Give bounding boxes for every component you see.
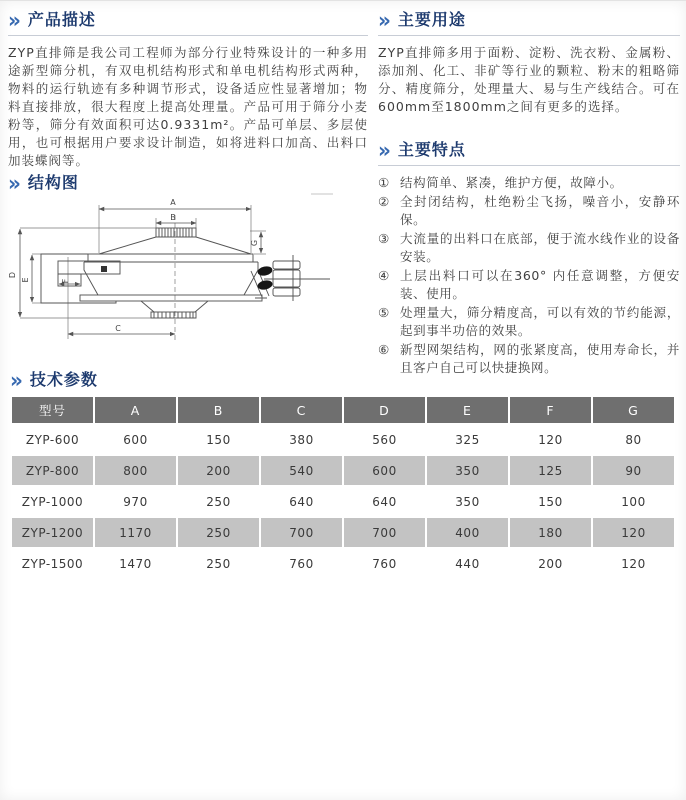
bottom-flange [80,295,262,301]
value-cell: 80 [625,432,642,447]
spout-bolt [101,266,107,272]
value-cell: 125 [510,456,591,485]
feature-item [378,174,680,193]
dim-label-f: F [61,278,70,284]
header-cell-model: 型号 [12,397,93,423]
feature-text: 全封闭结构，杜绝粉尘飞扬，噪音小，安静环保。 [400,193,680,227]
value-cell: 600 [344,456,425,485]
feature-text: 结构简单、紧凑，维护方便，故障小。 [400,175,623,190]
dim-label-a: A [170,198,176,207]
discharge-hatch [154,312,193,318]
value-cell: 350 [427,456,508,485]
description-paragraph: ZYP直排筛是我公司工程师为部分行业特殊设计的一种多用途新型筛分机，有双电机结构形式和单电机结构形式两种，物料的运行轨迹有多种调节形式，设备适应性显著增加；物料直接排放，很大程度上提高处理量。产品可用于筛分小麦粉等，筛分有效面积可达0.9331m²。产品可单层、多层使用，也可根据用户要求设计制造，如将进料口加高、出料口加装蝶阀等。 [8,45,368,168]
value-cell: 150 [538,494,563,509]
feature-text: 上层出料口可以在360° 内任意调整，方便安装、使用。 [400,267,680,301]
spout-step-1 [58,261,120,274]
section-title-text: 产品描述 [27,10,96,29]
header-cell: D [344,397,425,423]
value-cell: 120 [593,518,674,547]
title-divider [378,165,680,166]
value-cell: 200 [538,556,563,571]
value-cell: 440 [455,556,480,571]
usage-paragraph: ZYP直排筛多用于面粉、淀粉、洗衣粉、金属粉、添加剂、化工、非矿等行业的颗粒、粉末的粗略筛分、精度筛分，处理量大、易与生产线结合。可在600mm至1800mm之间有更多的选择。 [378,45,680,114]
section-title-text: 主要用途 [397,10,466,29]
title-divider [378,35,680,36]
machine-outline [41,228,330,318]
value-cell: 180 [510,518,591,547]
feature-text: 处理量大，筛分精度高，可以有效的节约能源，起到事半功倍的效果。 [400,304,680,338]
section-title-params [10,369,676,391]
clamp-bolt-upper [257,265,274,277]
value-cell: 760 [289,556,314,571]
table-row [12,518,674,547]
value-cell: 250 [178,518,259,547]
header-cell: B [178,397,259,423]
feature-number: ① [378,175,390,190]
value-cell: 250 [206,556,231,571]
discharge-cone [141,301,208,312]
double-chevron-icon: » [10,367,24,393]
feature-text: 大流量的出料口在底部，便于流水线作业的设备安装。 [400,230,680,264]
header-cell: C [261,397,342,423]
value-cell: 120 [538,432,563,447]
section-title-text: 主要特点 [397,140,466,159]
feature-text: 新型网架结构，网的张紧度高，使用寿命长，并且客户自己可以快捷换网。 [400,341,680,375]
title-divider [8,35,368,36]
header-cell: F [510,397,591,423]
value-cell: 800 [95,456,176,485]
features-list [378,174,680,378]
right-column [378,7,680,375]
model-cell: ZYP-1000 [21,494,84,509]
clamp-bolt-lower [257,279,274,291]
table-row [12,456,674,485]
value-cell: 760 [372,556,397,571]
value-cell: 380 [289,432,314,447]
double-chevron-icon: » [378,137,392,163]
double-chevron-icon: » [378,7,392,33]
table-row [12,487,674,516]
motor-bracket-top [273,261,300,269]
bowl [84,262,258,295]
value-cell: 600 [123,432,148,447]
params-table [10,395,676,580]
motor-bracket-bottom [273,288,300,296]
value-cell: 540 [261,456,342,485]
value-cell: 700 [261,518,342,547]
value-cell: 970 [123,494,148,509]
feature-number: ③ [378,230,390,246]
value-cell: 1470 [119,556,152,571]
feature-item [378,230,680,267]
value-cell: 560 [372,432,397,447]
value-cell: 90 [593,456,674,485]
header-cell: G [593,397,674,423]
value-cell: 350 [455,494,480,509]
value-cell: 120 [621,556,646,571]
value-cell: 100 [621,494,646,509]
value-cell: 640 [289,494,314,509]
header-cell: E [427,397,508,423]
section-title-text: 结构图 [27,173,79,192]
extension-lines [20,205,266,339]
features-section [378,139,680,378]
feature-item [378,193,680,230]
feature-item [378,304,680,341]
double-chevron-icon: » [8,170,22,196]
value-cell: 640 [372,494,397,509]
section-title-description [8,9,368,31]
dim-label-g: G [250,239,259,247]
feature-number: ④ [378,267,390,283]
feature-number: ② [378,193,390,209]
section-title-text: 技术参数 [29,370,98,389]
dim-label-d: D [8,271,17,279]
left-column [8,7,368,333]
structure-section [8,170,368,333]
value-cell: 250 [206,494,231,509]
params-section [10,369,676,580]
double-chevron-icon: » [8,7,22,33]
table-header-row [12,397,674,423]
model-cell: ZYP-1500 [21,556,84,571]
feature-item [378,267,680,304]
inlet-hatch [159,228,192,237]
value-cell: 200 [178,456,259,485]
table-row [12,425,674,454]
structure-diagram [8,191,368,366]
feature-number: ⑥ [378,341,390,357]
model-cell: ZYP-800 [12,456,93,485]
dim-label-c: C [115,324,121,333]
motor-bracket-mid [273,270,300,287]
feature-number: ⑤ [378,304,390,320]
header-cell: A [95,397,176,423]
value-cell: 700 [344,518,425,547]
dim-label-b: B [170,213,176,222]
table-row [12,549,674,578]
value-cell: 400 [427,518,508,547]
model-cell: ZYP-1200 [12,518,93,547]
section-title-features [378,139,680,161]
value-cell: 150 [206,432,231,447]
value-cell: 325 [455,432,480,447]
dim-label-e: E [21,277,30,283]
model-cell: ZYP-600 [25,432,80,447]
value-cell: 1170 [95,518,176,547]
section-title-usage [378,9,680,31]
